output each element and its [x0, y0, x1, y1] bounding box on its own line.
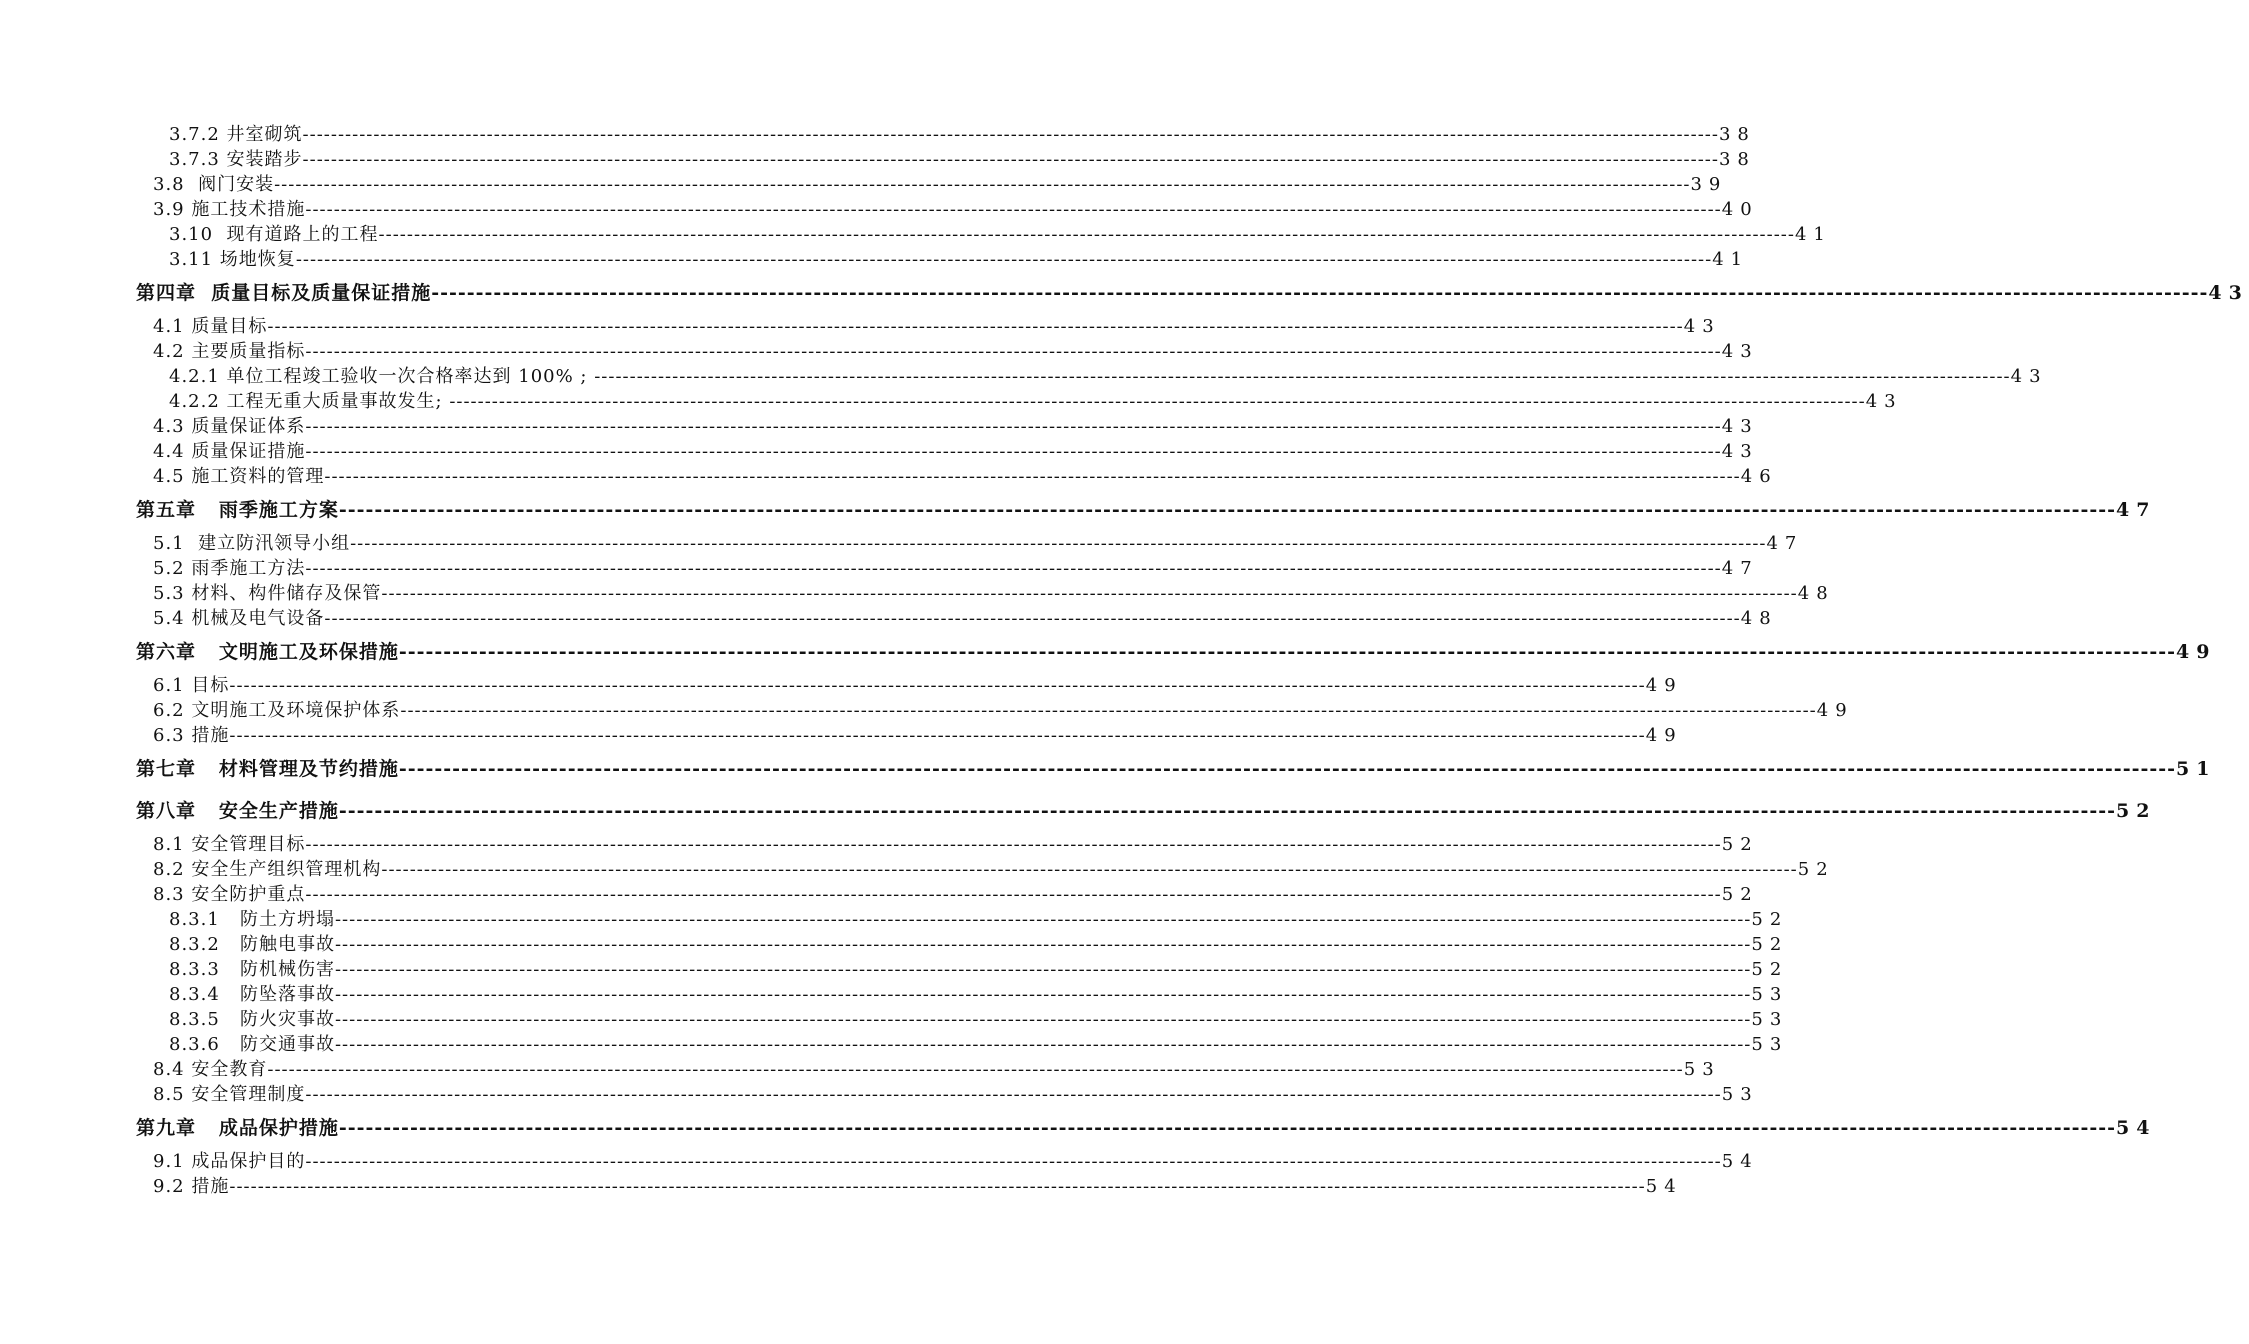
toc-leader-line: -------------------------------------------------------------------------------------------------------------------------------------------------------------------------------------------------------- — [295, 249, 1713, 270]
toc-chapter-entry[interactable] — [136, 1111, 2157, 1145]
toc-entry[interactable] — [153, 1057, 1721, 1082]
toc-entry[interactable] — [169, 907, 1789, 932]
toc-leader-line: -------------------------------------------------------------------------------------------------------------------------------------------------------------------------------------------------------- — [398, 641, 2177, 663]
table-of-contents — [0, 122, 2249, 1199]
toc-entry-title: 8.3.4 防坠落事故 — [169, 984, 335, 1005]
toc-leader-line: -------------------------------------------------------------------------------------------------------------------------------------------------------------------------------------------------------- — [302, 149, 1719, 170]
toc-leader-line: -------------------------------------------------------------------------------------------------------------------------------------------------------------------------------------------------------- — [338, 800, 2117, 822]
toc-entry-title: 3.7.3 安装踏步 — [169, 149, 303, 170]
toc-entry[interactable] — [153, 439, 1759, 464]
toc-leader-line: -------------------------------------------------------------------------------------------------------------------------------------------------------------------------------------------------------- — [229, 1176, 1646, 1197]
toc-entry[interactable] — [153, 197, 1759, 222]
toc-entry-title: 8.3.6 防交通事故 — [169, 1034, 335, 1055]
toc-entry-title: 4.5 施工资料的管理 — [153, 466, 325, 487]
toc-leader-line: -------------------------------------------------------------------------------------------------------------------------------------------------------------------------------------------------------- — [350, 533, 1767, 554]
toc-entry[interactable] — [169, 932, 1789, 957]
toc-page-number: 52 — [1797, 859, 1835, 880]
toc-leader-line: -------------------------------------------------------------------------------------------------------------------------------------------------------------------------------------------------------- — [305, 884, 1722, 905]
toc-leader-line: -------------------------------------------------------------------------------------------------------------------------------------------------------------------------------------------------------- — [305, 441, 1722, 462]
toc-entry-title: 6.1 目标 — [153, 675, 230, 696]
toc-entry-title: 8.2 安全生产组织管理机构 — [153, 859, 382, 880]
toc-leader-line: -------------------------------------------------------------------------------------------------------------------------------------------------------------------------------------------------------- — [398, 758, 2177, 780]
toc-leader-line: -------------------------------------------------------------------------------------------------------------------------------------------------------------------------------------------------------- — [334, 984, 1752, 1005]
toc-page-number: 43 — [1721, 441, 1759, 462]
toc-page-number: 41 — [1712, 249, 1750, 270]
toc-leader-line: -------------------------------------------------------------------------------------------------------------------------------------------------------------------------------------------------------- — [305, 416, 1722, 437]
toc-entry[interactable] — [169, 122, 1756, 147]
toc-leader-line: -------------------------------------------------------------------------------------------------------------------------------------------------------------------------------------------------------- — [302, 124, 1719, 145]
toc-page-number: 41 — [1794, 224, 1832, 245]
toc-page-number: 53 — [1751, 1009, 1789, 1030]
toc-page-number: 48 — [1797, 583, 1835, 604]
toc-entry-title: 4.2 主要质量指标 — [153, 341, 306, 362]
toc-chapter-entry[interactable] — [136, 752, 2217, 786]
toc-entry-title: 8.5 安全管理制度 — [153, 1084, 306, 1105]
toc-page-number: 54 — [1645, 1176, 1683, 1197]
toc-entry[interactable] — [169, 364, 2048, 389]
toc-page-number: 49 — [1645, 725, 1683, 746]
toc-leader-line: -------------------------------------------------------------------------------------------------------------------------------------------------------------------------------------------------------- — [267, 1059, 1684, 1080]
toc-leader-line: -------------------------------------------------------------------------------------------------------------------------------------------------------------------------------------------------------- — [449, 391, 1866, 412]
toc-leader-line: -------------------------------------------------------------------------------------------------------------------------------------------------------------------------------------------------------- — [400, 700, 1817, 721]
toc-entry-title: 第八章 安全生产措施 — [136, 800, 339, 822]
toc-entry[interactable] — [169, 389, 1903, 414]
toc-page-number: 49 — [1816, 700, 1854, 721]
toc-page-number: 52 — [1721, 834, 1759, 855]
toc-page-number: 43 — [1721, 416, 1759, 437]
toc-entry[interactable] — [153, 1174, 1683, 1199]
toc-entry-title: 3.7.2 井室砌筑 — [169, 124, 303, 145]
toc-leader-line: -------------------------------------------------------------------------------------------------------------------------------------------------------------------------------------------------------- — [338, 1117, 2117, 1139]
toc-page-number: 43 — [1683, 316, 1721, 337]
toc-page-number: 39 — [1690, 174, 1728, 195]
toc-leader-line: -------------------------------------------------------------------------------------------------------------------------------------------------------------------------------------------------------- — [274, 174, 1691, 195]
toc-entry-title: 8.3.3 防机械伤害 — [169, 959, 335, 980]
toc-page-number: 52 — [1721, 884, 1759, 905]
toc-leader-line: -------------------------------------------------------------------------------------------------------------------------------------------------------------------------------------------------------- — [305, 1151, 1722, 1172]
toc-entry-title: 4.3 质量保证体系 — [153, 416, 306, 437]
toc-page-number: 53 — [1721, 1084, 1759, 1105]
toc-entry[interactable] — [153, 581, 1835, 606]
toc-entry-title: 8.3.5 防火灾事故 — [169, 1009, 335, 1030]
toc-entry-title: 3.8 阀门安装 — [153, 174, 275, 195]
toc-entry-title: 8.4 安全教育 — [153, 1059, 268, 1080]
toc-entry[interactable] — [153, 832, 1759, 857]
toc-chapter-entry[interactable] — [136, 635, 2217, 669]
toc-leader-line: -------------------------------------------------------------------------------------------------------------------------------------------------------------------------------------------------------- — [334, 959, 1752, 980]
toc-page-number: 52 — [1751, 934, 1789, 955]
toc-entry-title: 4.1 质量目标 — [153, 316, 268, 337]
toc-entry[interactable] — [153, 1149, 1759, 1174]
toc-leader-line: -------------------------------------------------------------------------------------------------------------------------------------------------------------------------------------------------------- — [324, 466, 1741, 487]
toc-entry-title: 5.4 机械及电气设备 — [153, 608, 325, 629]
toc-entry-title: 6.2 文明施工及环境保护体系 — [153, 700, 401, 721]
toc-leader-line: -------------------------------------------------------------------------------------------------------------------------------------------------------------------------------------------------------- — [305, 558, 1722, 579]
toc-leader-line: -------------------------------------------------------------------------------------------------------------------------------------------------------------------------------------------------------- — [334, 934, 1752, 955]
toc-entry-title: 第五章 雨季施工方案 — [136, 499, 339, 521]
toc-page-number: 47 — [1766, 533, 1804, 554]
toc-page-number: 52 — [1751, 959, 1789, 980]
toc-page-number: 48 — [1740, 608, 1778, 629]
toc-entry[interactable] — [153, 673, 1683, 698]
toc-page-number: 54 — [1721, 1151, 1759, 1172]
toc-page-number: 51 — [2176, 758, 2217, 780]
toc-leader-line: -------------------------------------------------------------------------------------------------------------------------------------------------------------------------------------------------------- — [229, 675, 1646, 696]
toc-entry[interactable] — [169, 1032, 1789, 1057]
toc-entry-title: 第七章 材料管理及节约措施 — [136, 758, 399, 780]
toc-entry[interactable] — [153, 698, 1854, 723]
toc-chapter-entry[interactable] — [136, 493, 2157, 527]
toc-entry[interactable] — [153, 1082, 1759, 1107]
toc-entry-title: 8.3.1 防土方坍塌 — [169, 909, 335, 930]
toc-leader-line: -------------------------------------------------------------------------------------------------------------------------------------------------------------------------------------------------------- — [381, 859, 1798, 880]
toc-page-number: 38 — [1718, 149, 1756, 170]
toc-entry-title: 5.2 雨季施工方法 — [153, 558, 306, 579]
toc-page-number: 43 — [1721, 341, 1759, 362]
toc-entry-title: 9.1 成品保护目的 — [153, 1151, 306, 1172]
toc-page-number: 38 — [1718, 124, 1756, 145]
toc-entry-title: 8.3 安全防护重点 — [153, 884, 306, 905]
toc-entry-title: 8.3.2 防触电事故 — [169, 934, 335, 955]
toc-page-number: 49 — [2176, 641, 2217, 663]
toc-leader-line: -------------------------------------------------------------------------------------------------------------------------------------------------------------------------------------------------------- — [305, 834, 1722, 855]
toc-entry-title: 5.3 材料、构件储存及保管 — [153, 583, 382, 604]
toc-entry[interactable] — [153, 172, 1728, 197]
toc-entry[interactable] — [153, 556, 1759, 581]
toc-entry-title: 第九章 成品保护措施 — [136, 1117, 339, 1139]
toc-entry[interactable] — [153, 414, 1759, 439]
toc-entry-title: 4.2.2 工程无重大质量事故发生; — [169, 391, 450, 412]
toc-entry[interactable] — [169, 957, 1789, 982]
toc-leader-line: -------------------------------------------------------------------------------------------------------------------------------------------------------------------------------------------------------- — [334, 1034, 1752, 1055]
toc-page-number: 49 — [1645, 675, 1683, 696]
toc-entry[interactable] — [169, 147, 1756, 172]
toc-page-number: 43 — [2208, 282, 2249, 304]
toc-entry[interactable] — [153, 606, 1778, 631]
toc-leader-line: -------------------------------------------------------------------------------------------------------------------------------------------------------------------------------------------------------- — [305, 1084, 1722, 1105]
toc-page-number: 47 — [2116, 499, 2157, 521]
toc-entry[interactable] — [153, 531, 1804, 556]
toc-entry[interactable] — [153, 723, 1683, 748]
toc-page-number: 52 — [1751, 909, 1789, 930]
toc-entry-title: 6.3 措施 — [153, 725, 230, 746]
toc-entry-title: 4.4 质量保证措施 — [153, 441, 306, 462]
toc-entry[interactable] — [169, 247, 1750, 272]
toc-leader-line: -------------------------------------------------------------------------------------------------------------------------------------------------------------------------------------------------------- — [334, 1009, 1752, 1030]
toc-leader-line: -------------------------------------------------------------------------------------------------------------------------------------------------------------------------------------------------------- — [334, 909, 1752, 930]
toc-entry[interactable] — [153, 882, 1759, 907]
toc-leader-line: -------------------------------------------------------------------------------------------------------------------------------------------------------------------------------------------------------- — [338, 499, 2117, 521]
toc-entry[interactable] — [153, 464, 1778, 489]
toc-entry[interactable] — [153, 314, 1721, 339]
toc-page-number: 53 — [1683, 1059, 1721, 1080]
toc-entry[interactable] — [169, 982, 1789, 1007]
toc-page-number: 43 — [1865, 391, 1903, 412]
toc-entry[interactable] — [169, 1007, 1789, 1032]
toc-page-number: 54 — [2116, 1117, 2157, 1139]
toc-page-number: 53 — [1751, 984, 1789, 1005]
toc-entry-title: 3.10 现有道路上的工程 — [169, 224, 379, 245]
toc-chapter-entry[interactable] — [136, 276, 2249, 310]
toc-entry-title: 3.11 场地恢复 — [169, 249, 296, 270]
toc-entry[interactable] — [153, 339, 1759, 364]
toc-leader-line: -------------------------------------------------------------------------------------------------------------------------------------------------------------------------------------------------------- — [229, 725, 1646, 746]
toc-entry-title: 4.2.1 单位工程竣工验收一次合格率达到 100% ; — [169, 366, 595, 387]
toc-leader-line: -------------------------------------------------------------------------------------------------------------------------------------------------------------------------------------------------------- — [324, 608, 1741, 629]
toc-leader-line: -------------------------------------------------------------------------------------------------------------------------------------------------------------------------------------------------------- — [305, 341, 1722, 362]
toc-entry-title: 8.1 安全管理目标 — [153, 834, 306, 855]
toc-entry-title: 第四章 质量目标及质量保证措施 — [136, 282, 432, 304]
toc-leader-line: -------------------------------------------------------------------------------------------------------------------------------------------------------------------------------------------------------- — [594, 366, 2011, 387]
toc-page-number: 43 — [2010, 366, 2048, 387]
toc-entry[interactable] — [169, 222, 1832, 247]
toc-entry-title: 3.9 施工技术措施 — [153, 199, 306, 220]
toc-entry[interactable] — [153, 857, 1835, 882]
toc-page-number: 46 — [1740, 466, 1778, 487]
toc-leader-line: -------------------------------------------------------------------------------------------------------------------------------------------------------------------------------------------------------- — [431, 282, 2209, 304]
toc-leader-line: -------------------------------------------------------------------------------------------------------------------------------------------------------------------------------------------------------- — [381, 583, 1798, 604]
toc-entry-title: 5.1 建立防汛领导小组 — [153, 533, 351, 554]
toc-leader-line: -------------------------------------------------------------------------------------------------------------------------------------------------------------------------------------------------------- — [267, 316, 1684, 337]
toc-chapter-entry[interactable] — [136, 794, 2157, 828]
toc-page-number: 47 — [1721, 558, 1759, 579]
toc-entry-title: 9.2 措施 — [153, 1176, 230, 1197]
toc-leader-line: -------------------------------------------------------------------------------------------------------------------------------------------------------------------------------------------------------- — [378, 224, 1795, 245]
toc-page-number: 52 — [2116, 800, 2157, 822]
toc-page-number: 40 — [1721, 199, 1759, 220]
toc-leader-line: -------------------------------------------------------------------------------------------------------------------------------------------------------------------------------------------------------- — [305, 199, 1722, 220]
toc-page-number: 53 — [1751, 1034, 1789, 1055]
toc-entry-title: 第六章 文明施工及环保措施 — [136, 641, 399, 663]
